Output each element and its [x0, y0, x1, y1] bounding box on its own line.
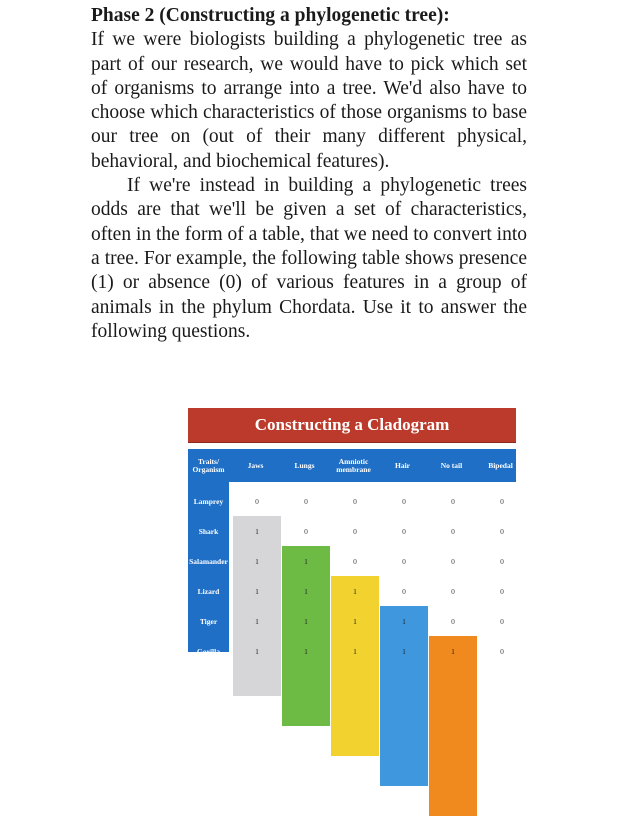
trait-value-cell: 1 [255, 586, 259, 596]
corner-header: Traits/ Organism [192, 456, 225, 474]
organism-label: Lamprey [193, 496, 224, 506]
trait-value-cell: 0 [451, 616, 455, 626]
trait-value-cell: 0 [353, 496, 357, 506]
trait-header: Jaws [247, 460, 264, 470]
trait-value-cell: 0 [402, 586, 406, 596]
trait-value-cell: 0 [304, 496, 308, 506]
figure-title: Constructing a Cladogram [188, 408, 516, 443]
trait-value-cell: 0 [500, 646, 504, 656]
paragraph-2: If we're instead in building a phylogenetic trees odds are that we'll be given a set of characteristics, often in the form of a table, that we need to convert into a tree. For example, the following table shows presence (1) or absence (0) of various features in a group of animals in the phylum Chordata. Use it to answer the following questions. [91, 175, 527, 342]
trait-value-cell: 1 [402, 646, 406, 656]
trait-value-cell: 1 [353, 616, 357, 626]
trait-header: Hair [395, 460, 410, 470]
trait-value-cell: 0 [500, 526, 504, 536]
trait-value-cell: 1 [451, 646, 455, 656]
trait-value-cell: 0 [500, 556, 504, 566]
trait-header: Bipedal [488, 460, 513, 470]
table-body [188, 482, 516, 656]
trait-header: Lungs [294, 460, 315, 470]
organism-label: Shark [198, 526, 219, 536]
paragraph-1: If we were biologists building a phylogenetic tree as part of our research, we would have to pick which set of organisms to arrange into a tree. We'd also have to choose which characteristics of those organisms to base our tree on (out of their many different physical, behavioral, and biochemical features). [91, 29, 527, 172]
trait-value-cell: 0 [304, 526, 308, 536]
cladogram-figure [188, 408, 516, 656]
organism-column [188, 482, 229, 656]
trait-value-cell: 1 [304, 646, 308, 656]
trait-value-cell: 0 [353, 556, 357, 566]
trait-header: Amniotic membrane [336, 456, 371, 474]
text-block [91, 4, 527, 344]
organism-label: Gorilla [197, 646, 220, 656]
trait-value-cell: 1 [353, 586, 357, 596]
table-header-row [188, 449, 516, 482]
trait-value-cell: 1 [304, 616, 308, 626]
trait-header: No tail [440, 460, 463, 470]
trait-value-cell: 1 [353, 646, 357, 656]
organism-label: Salamander [189, 556, 228, 566]
trait-value-cell: 0 [402, 496, 406, 506]
trait-value-cell: 1 [255, 616, 259, 626]
trait-value-cell: 1 [304, 586, 308, 596]
trait-value-cell: 0 [451, 586, 455, 596]
trait-value-cell: 0 [500, 586, 504, 596]
trait-value-cell: 1 [255, 556, 259, 566]
trait-value-cell: 0 [402, 556, 406, 566]
trait-value-cell: 0 [500, 496, 504, 506]
trait-value-cell: 1 [304, 556, 308, 566]
organism-label: Tiger [199, 616, 218, 626]
trait-value-cell: 1 [255, 646, 259, 656]
section-heading: Phase 2 (Constructing a phylogenetic tree): [91, 5, 450, 26]
trait-value-cell: 0 [402, 526, 406, 536]
organism-label: Lizard [197, 586, 220, 596]
trait-value-cell: 0 [255, 496, 259, 506]
trait-value-cell: 0 [451, 556, 455, 566]
trait-value-cell: 1 [402, 616, 406, 626]
trait-value-cell: 1 [255, 526, 259, 536]
trait-value-cell: 0 [451, 526, 455, 536]
trait-value-cell: 0 [353, 526, 357, 536]
trait-value-cell: 0 [500, 616, 504, 626]
trait-value-cell: 0 [451, 496, 455, 506]
